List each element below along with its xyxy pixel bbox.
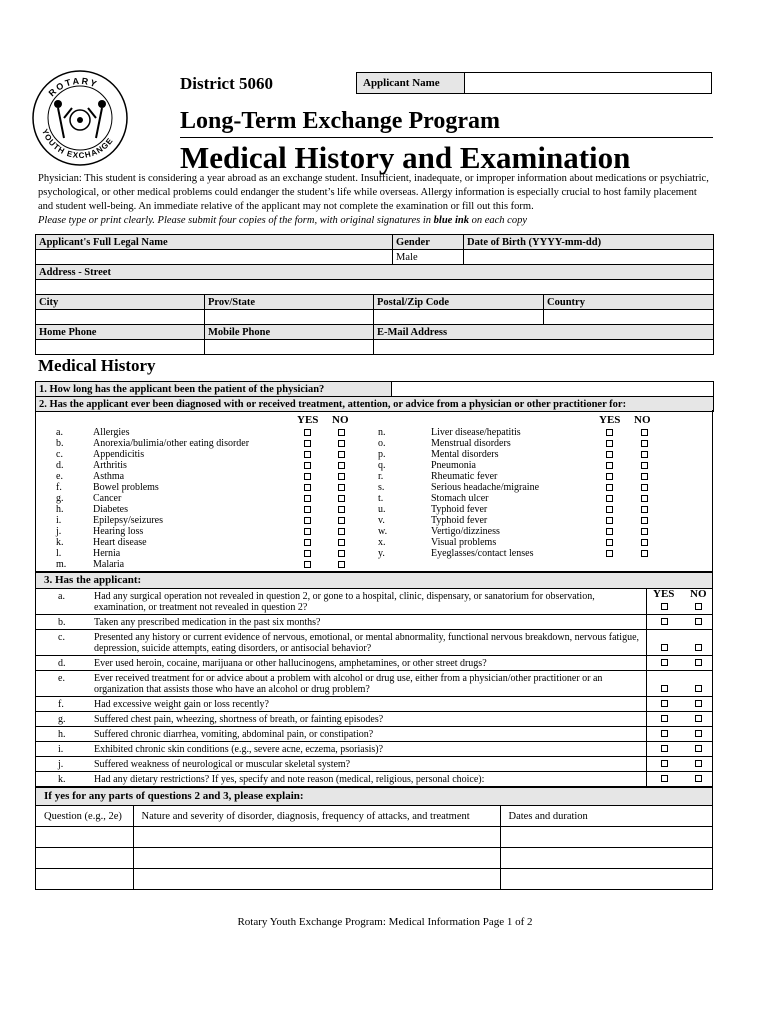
no-checkbox[interactable] bbox=[695, 659, 702, 666]
illness-row bbox=[356, 427, 656, 438]
yes-checkbox[interactable] bbox=[661, 715, 668, 722]
question-3-text: Ever received treatment for or advice about a problem with alcohol or drug use, either from a physician/other practitioner or an organization that assists those who have an alcohol or drug problem? bbox=[94, 673, 603, 695]
question-3-letter: f. bbox=[58, 699, 64, 710]
gender-value[interactable]: Male bbox=[393, 250, 464, 265]
illness-letter: i. bbox=[56, 515, 62, 526]
illness-row bbox=[36, 471, 356, 482]
question-3-letter: c. bbox=[58, 632, 65, 643]
illness-row bbox=[356, 504, 656, 515]
prov-input[interactable] bbox=[205, 310, 374, 325]
question-3-letter: a. bbox=[58, 591, 65, 602]
question-3-letter: j. bbox=[58, 759, 64, 770]
illness-row bbox=[356, 515, 656, 526]
no-checkbox[interactable] bbox=[641, 539, 648, 546]
question-1: 1. How long has the applicant been the patient of the physician? bbox=[36, 382, 392, 397]
illness-letter: q. bbox=[378, 460, 386, 471]
explain-column-header: Question (e.g., 2e) bbox=[36, 806, 133, 827]
question-3-answer-cell bbox=[646, 742, 715, 756]
no-checkbox[interactable] bbox=[695, 700, 702, 707]
illness-label: Eyeglasses/contact lenses bbox=[431, 548, 534, 559]
no-checkbox[interactable] bbox=[338, 506, 345, 513]
explain-input-cell[interactable] bbox=[36, 848, 133, 869]
title-rule bbox=[180, 137, 713, 138]
no-checkbox[interactable] bbox=[338, 528, 345, 535]
question-3-text: Had any dietary restrictions? If yes, specify and note reason (medical, religious, personal choice): bbox=[94, 774, 485, 785]
illness-letter: g. bbox=[56, 493, 64, 504]
yes-header-left: YES bbox=[297, 414, 319, 426]
question-3-letter: b. bbox=[58, 617, 66, 628]
address-label: Address - Street bbox=[36, 265, 714, 280]
yes-checkbox[interactable] bbox=[304, 539, 311, 546]
illness-row bbox=[36, 504, 356, 515]
question-3-text: Presented any history or current evidence of nervous, emotional, or mental abnormality, functional nervous breakdown, nervous fatigue, depression, suicide attempts, eating disorders, or antisocial behavior? bbox=[94, 632, 640, 654]
mobile-phone-label: Mobile Phone bbox=[205, 325, 374, 340]
mobile-phone-input[interactable] bbox=[205, 340, 374, 355]
district-label: District 5060 bbox=[180, 74, 274, 93]
illness-row bbox=[36, 515, 356, 526]
city-input[interactable] bbox=[36, 310, 205, 325]
email-input[interactable] bbox=[374, 340, 714, 355]
question-2: 2. Has the applicant ever been diagnosed with or received treatment, attention, or advice from a physician or other practitioner for: bbox=[36, 397, 714, 412]
question-3-text: Ever used heroin, cocaine, marijuana or other hallucinogens, amphetamines, or other street drugs? bbox=[94, 658, 487, 669]
illness-letter: r. bbox=[378, 471, 384, 482]
illness-label: Pneumonia bbox=[431, 460, 476, 471]
question-3-text: Suffered chronic diarrhea, vomiting, abdominal pain, or constipation? bbox=[94, 729, 374, 740]
yes-checkbox[interactable] bbox=[606, 429, 613, 436]
illness-letter: d. bbox=[56, 460, 64, 471]
yes-checkbox[interactable] bbox=[304, 473, 311, 480]
illness-label: Bowel problems bbox=[93, 482, 159, 493]
yes-header-right: YES bbox=[599, 414, 621, 426]
illness-checklist bbox=[35, 410, 713, 572]
illness-row bbox=[36, 526, 356, 537]
illness-label: Epilepsy/seizures bbox=[93, 515, 163, 526]
question-3-answer-cell bbox=[646, 671, 715, 696]
yes-checkbox[interactable] bbox=[304, 517, 311, 524]
yes-checkbox[interactable] bbox=[304, 550, 311, 557]
no-checkbox[interactable] bbox=[338, 539, 345, 546]
explain-column-header: Nature and severity of disorder, diagnosis, frequency of attacks, and treatment bbox=[133, 806, 500, 827]
country-input[interactable] bbox=[544, 310, 714, 325]
no-checkbox[interactable] bbox=[641, 429, 648, 436]
no-checkbox[interactable] bbox=[338, 429, 345, 436]
yes-checkbox[interactable] bbox=[606, 462, 613, 469]
illness-label: Malaria bbox=[93, 559, 125, 570]
no-checkbox[interactable] bbox=[641, 440, 648, 447]
yes-checkbox[interactable] bbox=[661, 760, 668, 767]
no-checkbox[interactable] bbox=[338, 440, 345, 447]
svg-text:ROTARY: ROTARY bbox=[46, 75, 100, 99]
illness-row bbox=[36, 427, 356, 438]
illness-label: Heart disease bbox=[93, 537, 147, 548]
explain-input-cell[interactable] bbox=[133, 869, 500, 890]
explain-input-cell[interactable] bbox=[133, 827, 500, 848]
note-part-b: blue ink bbox=[433, 215, 469, 226]
yes-checkbox[interactable] bbox=[661, 730, 668, 737]
applicant-name-label: Applicant Name bbox=[357, 73, 465, 93]
question-3-text: Exhibited chronic skin conditions (e.g., severe acne, eczema, psoriasis)? bbox=[94, 744, 384, 755]
question-1-input[interactable] bbox=[392, 382, 714, 397]
question-3-answer-cell bbox=[646, 589, 715, 614]
yes-checkbox[interactable] bbox=[661, 700, 668, 707]
rotary-youth-exchange-logo bbox=[30, 68, 130, 168]
yes-checkbox[interactable] bbox=[661, 685, 668, 692]
illness-letter: t. bbox=[378, 493, 384, 504]
page-title: Medical History and Examination bbox=[180, 140, 631, 175]
illness-letter: x. bbox=[378, 537, 386, 548]
no-checkbox[interactable] bbox=[641, 451, 648, 458]
illness-label: Vertigo/dizziness bbox=[431, 526, 500, 537]
illness-label: Hearing loss bbox=[93, 526, 144, 537]
illness-label: Arthritis bbox=[93, 460, 127, 471]
intro-text bbox=[38, 172, 714, 228]
illness-row bbox=[356, 438, 656, 449]
illness-letter: l. bbox=[56, 548, 62, 559]
question-3-answer-cell bbox=[646, 712, 715, 726]
no-checkbox[interactable] bbox=[695, 603, 702, 610]
city-label: City bbox=[36, 295, 205, 310]
illness-letter: y. bbox=[378, 548, 385, 559]
illness-letter: b. bbox=[56, 438, 64, 449]
question-3-answer-cell bbox=[646, 757, 715, 771]
question-3-letter: g. bbox=[58, 714, 66, 725]
no-checkbox[interactable] bbox=[338, 550, 345, 557]
illness-letter: o. bbox=[378, 438, 386, 449]
no-checkbox[interactable] bbox=[338, 561, 345, 568]
explain-input-cell[interactable] bbox=[36, 869, 133, 890]
illness-letter: e. bbox=[56, 471, 63, 482]
svg-text:YOUTH EXCHANGE: YOUTH EXCHANGE bbox=[39, 127, 116, 161]
illness-letter: w. bbox=[378, 526, 388, 537]
illness-label: Asthma bbox=[93, 471, 125, 482]
question-3-block bbox=[35, 572, 713, 890]
question-3-answer-cell bbox=[646, 630, 715, 655]
question-3-answer-cell bbox=[646, 615, 715, 629]
question-3-answer-cell bbox=[646, 772, 715, 786]
yes-checkbox[interactable] bbox=[304, 429, 311, 436]
no-checkbox[interactable] bbox=[641, 550, 648, 557]
yes-checkbox[interactable] bbox=[304, 506, 311, 513]
question-3-row bbox=[36, 757, 712, 772]
address-input[interactable] bbox=[36, 280, 714, 295]
question-3-row bbox=[36, 742, 712, 757]
yes-checkbox[interactable] bbox=[606, 495, 613, 502]
no-checkbox[interactable] bbox=[338, 462, 345, 469]
illness-letter: f. bbox=[56, 482, 62, 493]
yes-checkbox[interactable] bbox=[304, 561, 311, 568]
question-3-text: Suffered weakness of neurological or muscular skeletal system? bbox=[94, 759, 351, 770]
illness-row bbox=[36, 460, 356, 471]
illness-letter: j. bbox=[56, 526, 62, 537]
dob-input[interactable] bbox=[464, 250, 714, 265]
question-3-text: Suffered chest pain, wheezing, shortness of breath, or fainting episodes? bbox=[94, 714, 384, 725]
illness-row bbox=[356, 537, 656, 548]
no-checkbox[interactable] bbox=[641, 506, 648, 513]
no-checkbox[interactable] bbox=[338, 517, 345, 524]
question-3-row bbox=[36, 671, 712, 697]
illness-row bbox=[36, 482, 356, 493]
no-checkbox[interactable] bbox=[641, 473, 648, 480]
question-3-row bbox=[36, 697, 712, 712]
q3-yes-header: YES bbox=[653, 588, 675, 600]
no-checkbox[interactable] bbox=[695, 715, 702, 722]
country-label: Country bbox=[544, 295, 714, 310]
illness-letter: v. bbox=[378, 515, 385, 526]
explain-input-cell[interactable] bbox=[500, 827, 712, 848]
intro-note bbox=[38, 214, 714, 228]
no-checkbox[interactable] bbox=[695, 644, 702, 651]
yes-checkbox[interactable] bbox=[661, 603, 668, 610]
no-header-left: NO bbox=[332, 414, 349, 426]
yes-checkbox[interactable] bbox=[304, 451, 311, 458]
question-3-answer-cell bbox=[646, 727, 715, 741]
yes-checkbox[interactable] bbox=[661, 618, 668, 625]
illness-row bbox=[356, 493, 656, 504]
home-phone-label: Home Phone bbox=[36, 325, 205, 340]
no-checkbox[interactable] bbox=[695, 730, 702, 737]
yes-checkbox[interactable] bbox=[304, 528, 311, 535]
email-label: E-Mail Address bbox=[374, 325, 714, 340]
illness-letter: n. bbox=[378, 427, 386, 438]
gender-label: Gender bbox=[393, 235, 464, 250]
question-3-text: Taken any prescribed medication in the past six months? bbox=[94, 617, 321, 628]
q3-no-header: NO bbox=[690, 588, 707, 600]
yes-checkbox[interactable] bbox=[606, 506, 613, 513]
illness-letter: k. bbox=[56, 537, 64, 548]
question-3-letter: k. bbox=[58, 774, 66, 785]
yes-checkbox[interactable] bbox=[661, 644, 668, 651]
questions-1-2-table bbox=[35, 381, 714, 412]
illness-label: Serious headache/migraine bbox=[431, 482, 540, 493]
postal-label: Postal/Zip Code bbox=[374, 295, 544, 310]
explain-input-cell[interactable] bbox=[500, 869, 712, 890]
yes-checkbox[interactable] bbox=[661, 745, 668, 752]
illness-label: Mental disorders bbox=[431, 449, 499, 460]
no-checkbox[interactable] bbox=[641, 495, 648, 502]
illness-list-right bbox=[356, 427, 656, 559]
yes-checkbox[interactable] bbox=[304, 440, 311, 447]
intro-paragraph: Physician: This student is considering a year abroad as an exchange student. Insufficient, inadequate, or improper information about medications or psychiatric, psychological, or other medical problems could endanger the student’s life while overseas. Allergy information is especially crucial to host family placement and student well-being. An immediate relative of the applicant may not complete the examination or fill out this form. bbox=[38, 173, 709, 212]
yes-checkbox[interactable] bbox=[304, 495, 311, 502]
yes-checkbox[interactable] bbox=[606, 539, 613, 546]
illness-label: Visual problems bbox=[431, 537, 497, 548]
yes-checkbox[interactable] bbox=[606, 484, 613, 491]
illness-row bbox=[356, 526, 656, 537]
applicant-name-field[interactable] bbox=[356, 72, 712, 94]
illness-label: Typhoid fever bbox=[431, 504, 488, 515]
question-3-text: Had any surgical operation not revealed in question 2, or gone to a hospital, clinic, dispensary, or sanatorium for observation, examination, or treatment not revealed in question 2? bbox=[94, 591, 595, 613]
question-3-row bbox=[36, 772, 712, 787]
illness-letter: u. bbox=[378, 504, 386, 515]
illness-row bbox=[36, 449, 356, 460]
dob-label: Date of Birth (YYYY-mm-dd) bbox=[464, 235, 714, 250]
illness-letter: s. bbox=[378, 482, 385, 493]
no-checkbox[interactable] bbox=[338, 451, 345, 458]
explain-input-cell[interactable] bbox=[500, 848, 712, 869]
illness-label: Diabetes bbox=[93, 504, 128, 515]
illness-letter: m. bbox=[56, 559, 67, 570]
question-3-text: Had excessive weight gain or loss recently? bbox=[94, 699, 269, 710]
no-checkbox[interactable] bbox=[695, 760, 702, 767]
question-3-row bbox=[36, 727, 712, 742]
illness-label: Hernia bbox=[93, 548, 121, 559]
yes-checkbox[interactable] bbox=[606, 440, 613, 447]
postal-input[interactable] bbox=[374, 310, 544, 325]
question-3-letter: d. bbox=[58, 658, 66, 669]
no-checkbox[interactable] bbox=[338, 473, 345, 480]
question-3-row bbox=[36, 589, 712, 615]
no-checkbox[interactable] bbox=[641, 528, 648, 535]
illness-letter: p. bbox=[378, 449, 386, 460]
full-name-label: Applicant's Full Legal Name bbox=[36, 235, 393, 250]
explain-input-cell[interactable] bbox=[36, 827, 133, 848]
yes-checkbox[interactable] bbox=[304, 484, 311, 491]
yes-checkbox[interactable] bbox=[304, 462, 311, 469]
illness-label: Stomach ulcer bbox=[431, 493, 489, 504]
illness-letter: a. bbox=[56, 427, 63, 438]
question-3-row bbox=[36, 656, 712, 671]
question-3-letter: i. bbox=[58, 744, 64, 755]
no-checkbox[interactable] bbox=[695, 685, 702, 692]
illness-row bbox=[36, 559, 356, 570]
illness-row bbox=[36, 438, 356, 449]
question-3-row bbox=[36, 630, 712, 656]
illness-label: Liver disease/hepatitis bbox=[431, 427, 521, 438]
illness-row bbox=[36, 493, 356, 504]
yes-checkbox[interactable] bbox=[661, 775, 668, 782]
yes-checkbox[interactable] bbox=[661, 659, 668, 666]
question-3-letter: e. bbox=[58, 673, 65, 684]
full-name-input[interactable] bbox=[36, 250, 393, 265]
question-3-answer-cell bbox=[646, 697, 715, 711]
yes-checkbox[interactable] bbox=[606, 528, 613, 535]
no-checkbox[interactable] bbox=[695, 618, 702, 625]
question-3-row bbox=[36, 615, 712, 630]
illness-row bbox=[356, 449, 656, 460]
illness-row bbox=[356, 482, 656, 493]
illness-row bbox=[356, 460, 656, 471]
applicant-info-table bbox=[35, 234, 714, 355]
illness-list-left bbox=[36, 427, 356, 570]
illness-label: Menstrual disorders bbox=[431, 438, 511, 449]
explain-heading: If yes for any parts of questions 2 and 3, please explain: bbox=[36, 787, 712, 806]
note-part-c: on each copy bbox=[468, 215, 528, 226]
illness-letter: h. bbox=[56, 504, 64, 515]
no-checkbox[interactable] bbox=[695, 775, 702, 782]
no-checkbox[interactable] bbox=[695, 745, 702, 752]
illness-label: Anorexia/bulimia/other eating disorder bbox=[93, 438, 250, 449]
question-3: 3. Has the applicant: bbox=[36, 573, 712, 589]
illness-letter: c. bbox=[56, 449, 63, 460]
no-checkbox[interactable] bbox=[338, 484, 345, 491]
prov-label: Prov/State bbox=[205, 295, 374, 310]
explain-input-cell[interactable] bbox=[133, 848, 500, 869]
no-checkbox[interactable] bbox=[641, 517, 648, 524]
page-footer: Rotary Youth Exchange Program: Medical Information Page 1 of 2 bbox=[237, 916, 533, 928]
illness-label: Typhoid fever bbox=[431, 515, 488, 526]
illness-row bbox=[36, 548, 356, 559]
yes-checkbox[interactable] bbox=[606, 473, 613, 480]
illness-label: Appendicitis bbox=[93, 449, 145, 460]
illness-row bbox=[36, 537, 356, 548]
home-phone-input[interactable] bbox=[36, 340, 205, 355]
yes-checkbox[interactable] bbox=[606, 451, 613, 458]
no-header-right: NO bbox=[634, 414, 651, 426]
question-3-letter: h. bbox=[58, 729, 66, 740]
yes-checkbox[interactable] bbox=[606, 517, 613, 524]
explain-column-header: Dates and duration bbox=[500, 806, 712, 827]
illness-row bbox=[356, 471, 656, 482]
no-checkbox[interactable] bbox=[641, 462, 648, 469]
question-3-row bbox=[36, 712, 712, 727]
no-checkbox[interactable] bbox=[641, 484, 648, 491]
question-3-answer-cell bbox=[646, 656, 715, 670]
medical-history-heading: Medical History bbox=[38, 356, 156, 375]
illness-label: Rheumatic fever bbox=[431, 471, 498, 482]
note-part-a: Please type or print clearly. Please submit four copies of the form, with original signatures in bbox=[38, 215, 434, 226]
program-title: Long-Term Exchange Program bbox=[180, 108, 500, 134]
yes-checkbox[interactable] bbox=[606, 550, 613, 557]
illness-label: Allergies bbox=[93, 427, 130, 438]
illness-row bbox=[356, 548, 656, 559]
explain-table bbox=[36, 806, 713, 889]
illness-label: Cancer bbox=[93, 493, 122, 504]
no-checkbox[interactable] bbox=[338, 495, 345, 502]
